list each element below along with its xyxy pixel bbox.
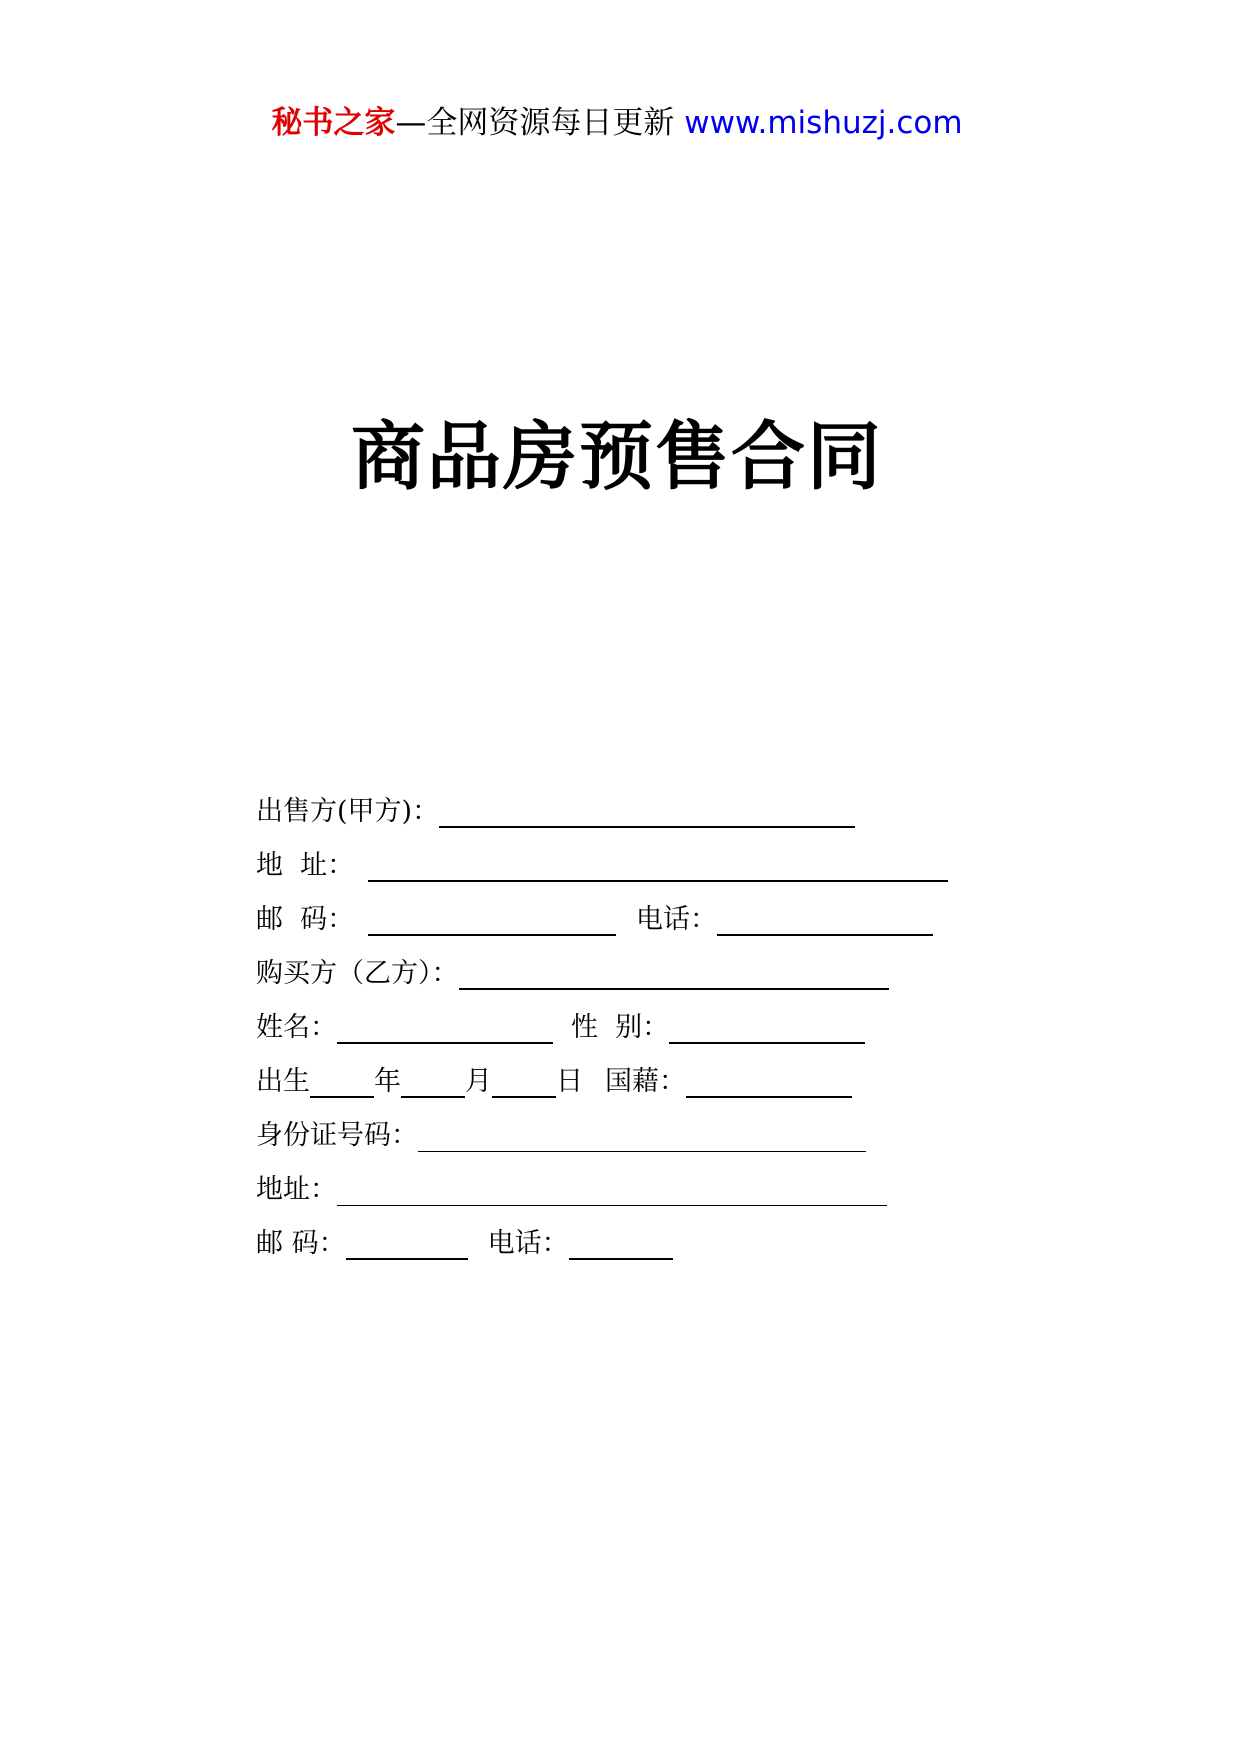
seller-postcode-label: 邮 码： <box>256 904 355 935</box>
seller-address-blank[interactable] <box>368 850 948 882</box>
brand-name: 秘书之家 <box>271 105 396 141</box>
year-label: 年 <box>374 1066 401 1097</box>
seller-postcode-blank[interactable] <box>368 904 616 936</box>
id-label: 身份证号码： <box>256 1120 418 1151</box>
buyer-contact-row <box>256 1214 1016 1268</box>
nationality-blank[interactable] <box>686 1066 852 1098</box>
contract-party-form <box>256 782 1016 1268</box>
seller-address-row <box>256 836 1016 890</box>
buyer-postcode-label: 邮 码： <box>256 1228 346 1259</box>
site-link[interactable]: www.mishuzj.com <box>684 105 963 141</box>
buyer-label: 购买方（乙方）： <box>256 958 459 989</box>
header-slogan: —全网资源每日更新 <box>395 105 675 141</box>
buyer-blank[interactable] <box>459 958 889 990</box>
birth-nationality-row <box>256 1052 1016 1106</box>
buyer-address-label: 地址： <box>256 1174 337 1205</box>
birth-label: 出生 <box>256 1066 310 1097</box>
day-label: 日 <box>556 1066 583 1097</box>
buyer-address-blank[interactable] <box>337 1175 887 1206</box>
seller-label: 出售方(甲方)： <box>256 796 440 827</box>
id-blank[interactable] <box>418 1121 866 1152</box>
seller-blank[interactable] <box>439 796 855 828</box>
gender-label: 性 别： <box>571 1012 670 1043</box>
name-gender-row <box>256 998 1016 1052</box>
seller-phone-label: 电话： <box>636 904 717 935</box>
buyer-row <box>256 944 1016 998</box>
buyer-postcode-blank[interactable] <box>346 1228 468 1260</box>
gender-blank[interactable] <box>669 1012 865 1044</box>
birth-year-blank[interactable] <box>310 1066 374 1098</box>
birth-day-blank[interactable] <box>492 1066 556 1098</box>
name-label: 姓名： <box>256 1012 337 1043</box>
site-header <box>0 103 1234 143</box>
seller-row <box>256 782 1016 836</box>
nationality-label: 国藉： <box>605 1066 686 1097</box>
seller-address-label: 地 址： <box>256 850 355 881</box>
buyer-phone-blank[interactable] <box>569 1228 673 1260</box>
seller-contact-row <box>256 890 1016 944</box>
document-title: 商品房预售合同 <box>351 414 883 500</box>
buyer-phone-label: 电话： <box>487 1228 569 1259</box>
buyer-address-row <box>256 1160 1016 1214</box>
id-number-row <box>256 1106 1016 1160</box>
birth-month-blank[interactable] <box>401 1066 465 1098</box>
seller-phone-blank[interactable] <box>717 904 933 936</box>
name-blank[interactable] <box>337 1012 553 1044</box>
month-label: 月 <box>465 1066 492 1097</box>
